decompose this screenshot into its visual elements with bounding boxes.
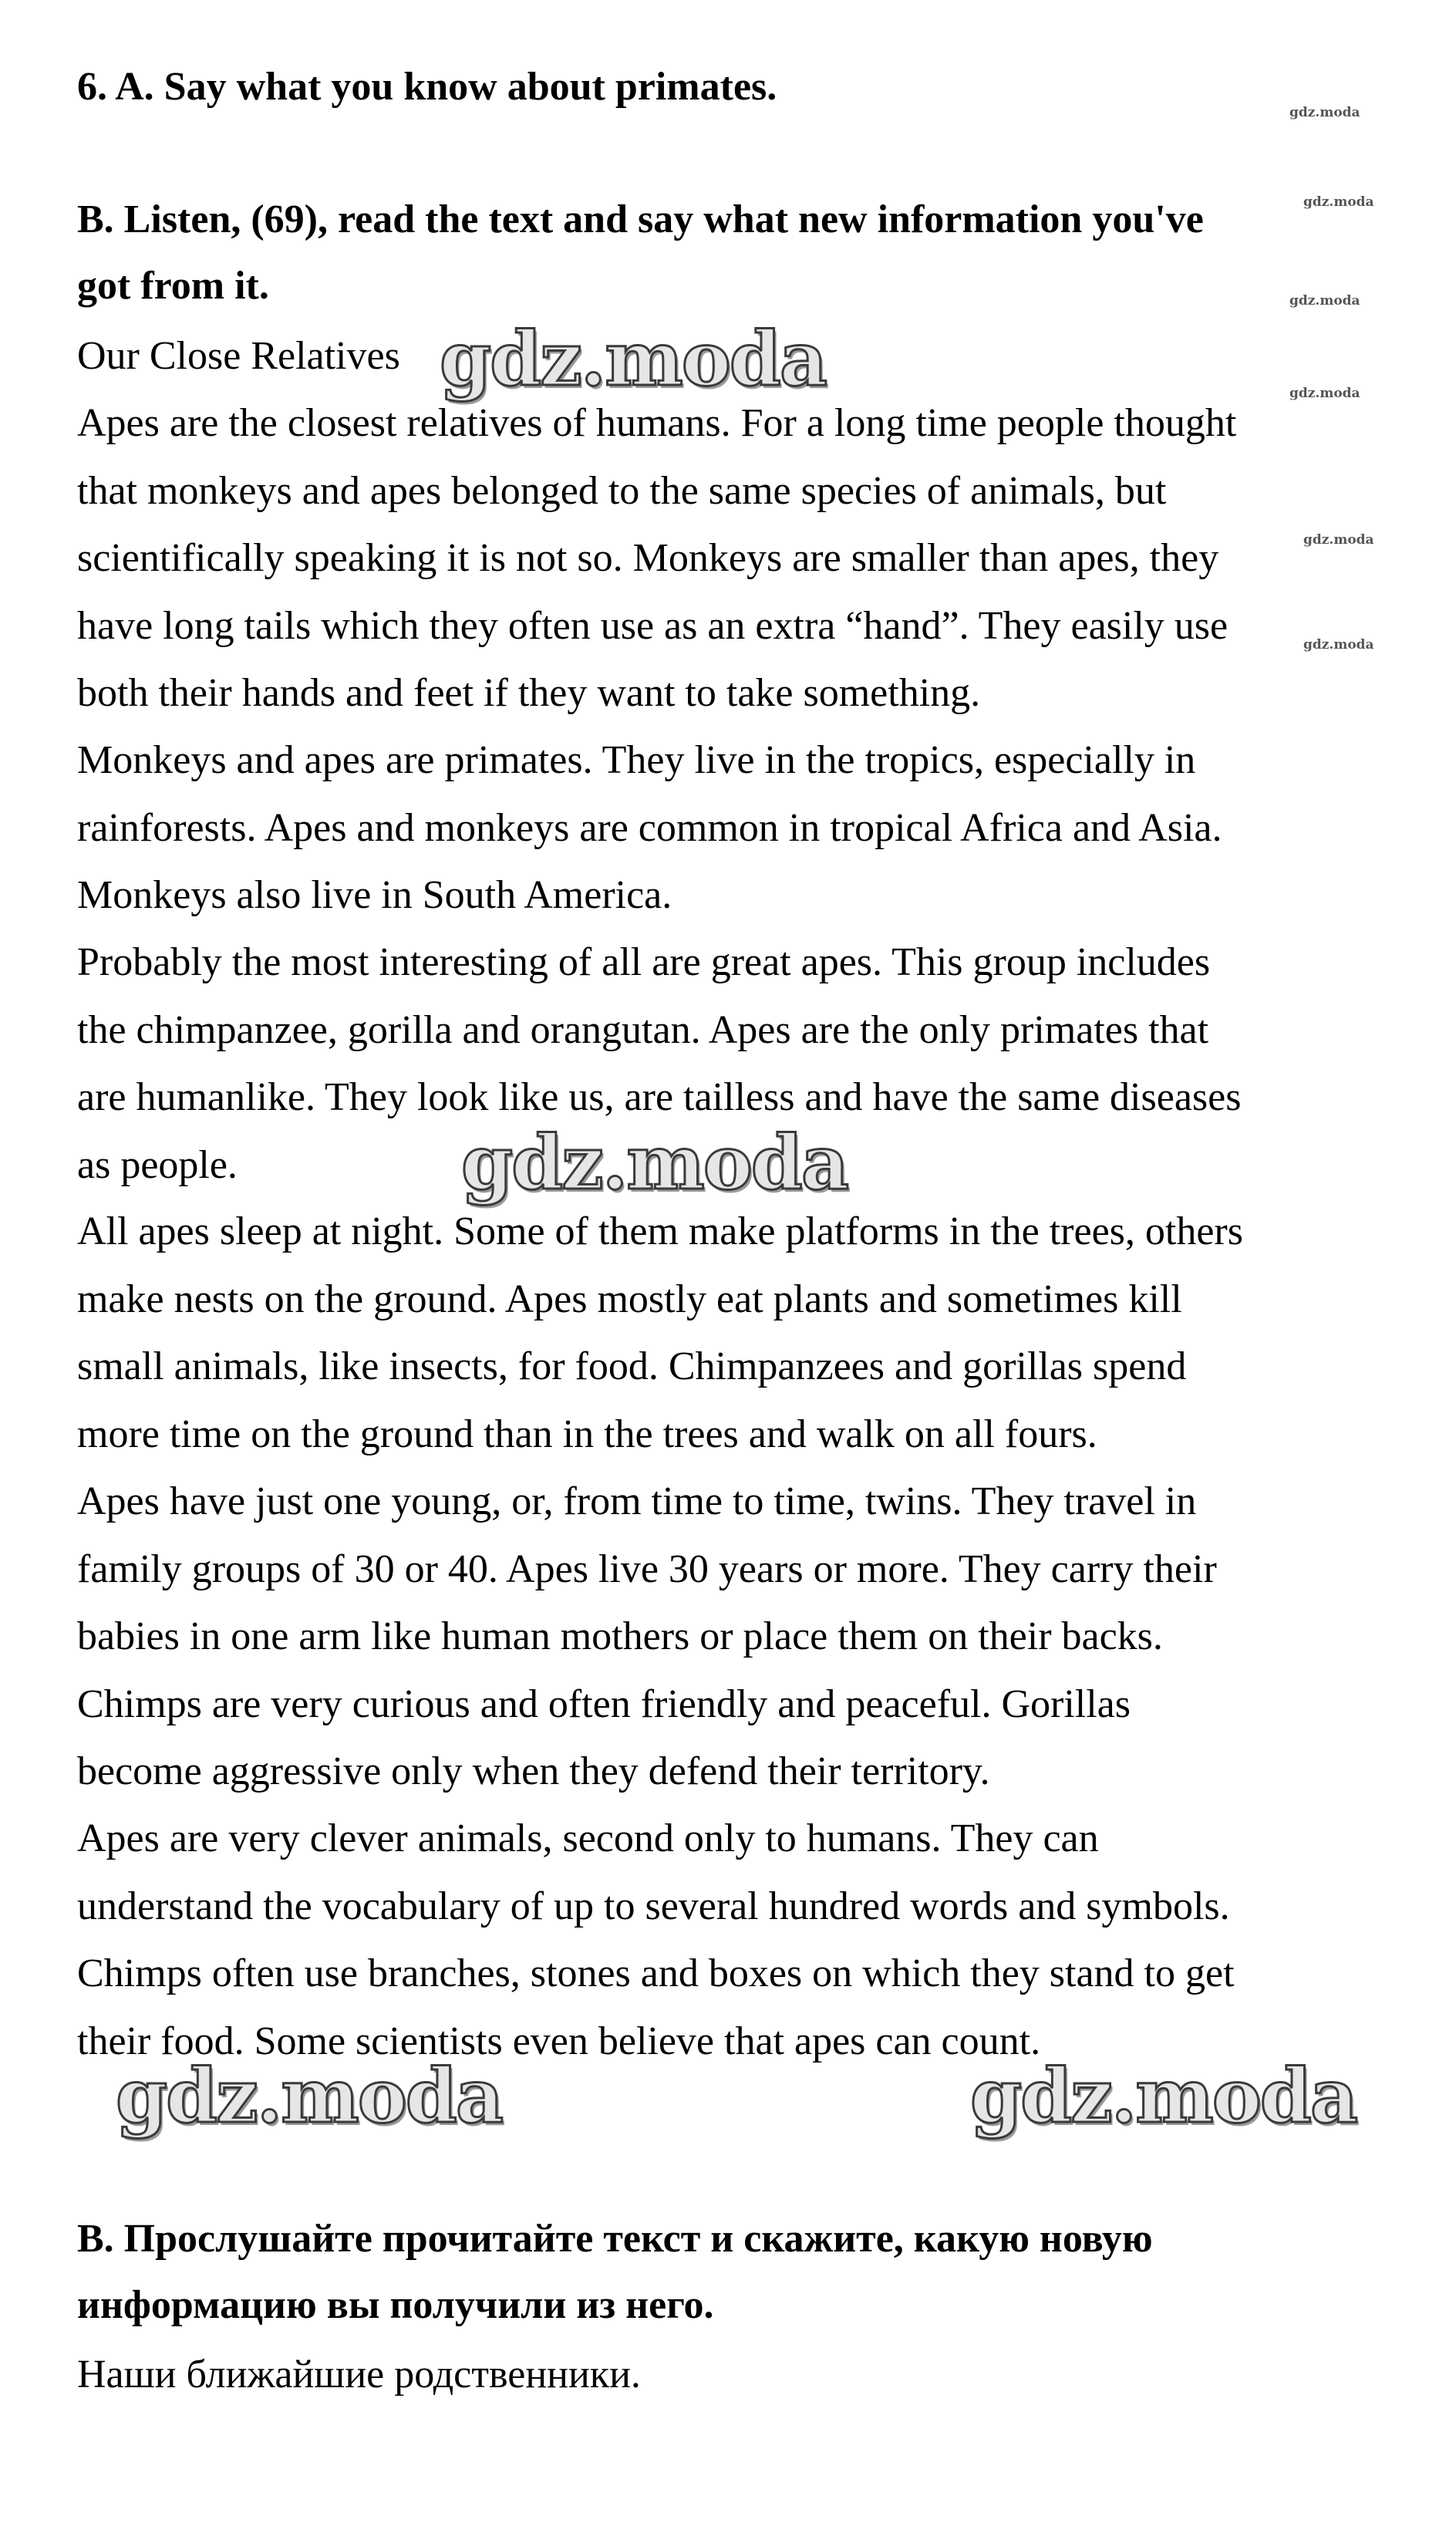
watermark-small: gdz.moda (1289, 386, 1360, 401)
watermark-logo: gdz.moda (970, 2052, 1357, 2140)
watermark-small: gdz.moda (1303, 194, 1374, 210)
watermark-small: gdz.moda (1303, 637, 1374, 653)
paragraph-5: Apes have just one young, or, from time to time, twins. They travel in family groups of 30 or 40. Apes live 30 years or more. They carry their babies in one arm like human mothers or place them on their backs. Chimps are very curious and often friendly and peaceful. Gorillas become aggressive only when they defend their territory. (77, 1479, 1217, 1793)
paragraph-2: Monkeys and apes are primates. They live in the tropics, especially in rainforests. Apes and monkeys are common in tropical Africa and Asia. Monkeys also live in South America. (77, 738, 1222, 917)
translation-heading-line2: информацию вы получили из него. (77, 2283, 714, 2327)
paragraph-3: Probably the most interesting of all are great apes. This group includes the chimpanzee, gorilla and orangutan. Apes are the only primates that are humanlike. They look like us, are tailless and have the same diseases as people. (77, 940, 1242, 1187)
watermark-small: gdz.moda (1303, 532, 1374, 548)
watermark-small: gdz.moda (1289, 105, 1360, 120)
watermark-logo: gdz.moda (116, 2052, 503, 2140)
translation-title: Наши ближайшие родственники. (77, 2353, 641, 2397)
paragraph-1: Apes are the closest relatives of humans. For a long time people thought that monkeys and apes belonged to the same species of animals, but scientifically speaking it is not so. Monkeys are smaller than apes, they have long tails which they often use as an extra “hand”. They easily use both their hands and feet if they want to take something. (77, 401, 1237, 715)
task-b-heading-line1: B. Listen, (69), read the text and say what new information you've (77, 197, 1204, 241)
watermark-small: gdz.moda (1289, 293, 1360, 309)
watermark-logo: gdz.moda (461, 1119, 848, 1206)
translation-heading-line1: В. Прослушайте прочитайте текст и скажите, какую новую (77, 2217, 1153, 2261)
paragraph-6: Apes are very clever animals, second only to humans. They can understand the vocabulary of up to several hundred words and symbols. Chimps often use branches, stones and boxes on which they stand to get their food. Some scientists even believe that apes can count. (77, 1816, 1235, 2063)
paragraph-4: All apes sleep at night. Some of them make platforms in the trees, others make nests on the ground. Apes mostly eat plants and sometimes kill small animals, like insects, for food. Chimpanzees and gorillas spend more time on the ground than in the trees and walk on all fours. (77, 1209, 1243, 1456)
task-b-heading-line2: got from it. (77, 264, 269, 308)
watermark-logo: gdz.moda (440, 315, 827, 403)
task-a-heading: 6. A. Say what you know about primates. (77, 65, 777, 109)
text-title: Our Close Relatives (77, 334, 400, 378)
